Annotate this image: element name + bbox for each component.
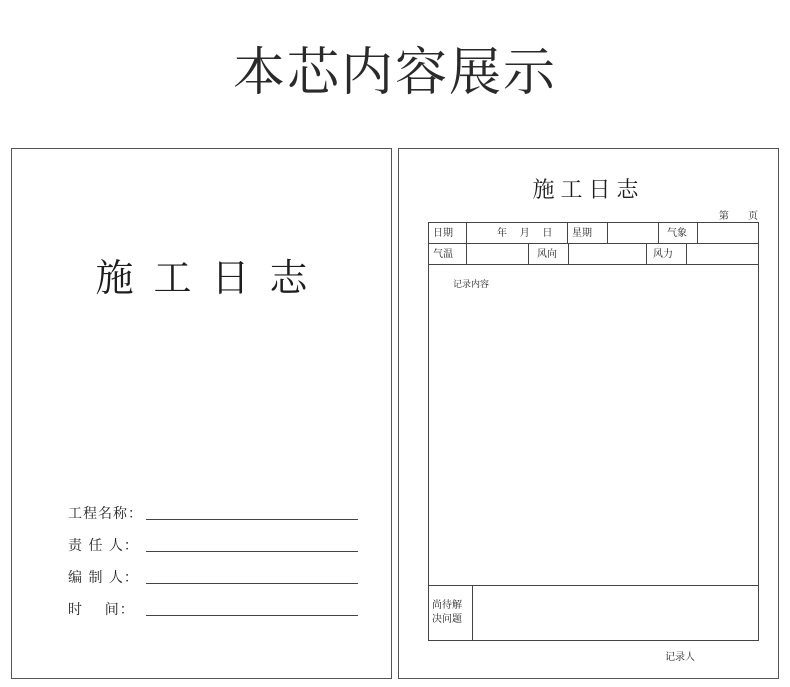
date-label: 日期 <box>429 223 467 244</box>
log-page <box>398 148 779 679</box>
temperature-label: 气温 <box>429 244 467 265</box>
cover-field-label: 时 间： <box>68 602 135 618</box>
cover-field-responsible <box>68 533 358 555</box>
pending-issues-label-line1: 尚待解 <box>432 600 462 611</box>
banner-title: 本芯内容展示 <box>232 43 557 103</box>
pending-issues-label <box>429 586 473 641</box>
form-row-date <box>429 223 758 244</box>
cover-field-project-name <box>68 501 358 523</box>
temperature-value[interactable] <box>467 244 529 265</box>
record-content-label: 记录内容 <box>453 280 490 290</box>
weekday-label: 星期 <box>568 223 608 244</box>
log-form-grid <box>428 222 759 641</box>
weather-label: 气象 <box>659 223 698 244</box>
wind-direction-value[interactable] <box>569 244 647 265</box>
cover-field-line[interactable] <box>146 506 358 520</box>
page-number-label: 第 页 <box>718 211 758 222</box>
weekday-value[interactable] <box>608 223 659 244</box>
recorder-label: 记录人 <box>665 652 695 663</box>
pending-issues-label-line2: 决问题 <box>432 614 462 625</box>
cover-field-label: 编 制 人： <box>68 570 139 586</box>
cover-field-time <box>68 597 358 619</box>
wind-direction-label: 风向 <box>529 244 569 265</box>
date-value[interactable]: 年 月 日 <box>467 223 568 244</box>
form-row-weather <box>429 244 758 265</box>
cover-field-label: 工程名称： <box>68 506 143 522</box>
pending-issues-box[interactable] <box>429 585 758 641</box>
cover-field-line[interactable] <box>146 538 358 552</box>
cover-field-line[interactable] <box>146 570 358 584</box>
cover-page <box>11 148 392 679</box>
cover-field-compiler <box>68 565 358 587</box>
wind-force-value[interactable] <box>687 244 760 265</box>
cover-field-label: 责 任 人： <box>68 538 139 554</box>
weather-value[interactable] <box>698 223 760 244</box>
wind-force-label: 风力 <box>647 244 687 265</box>
cover-field-line[interactable] <box>146 602 358 616</box>
cover-title: 施工日志 <box>95 256 328 300</box>
log-title: 施工日志 <box>532 178 645 203</box>
